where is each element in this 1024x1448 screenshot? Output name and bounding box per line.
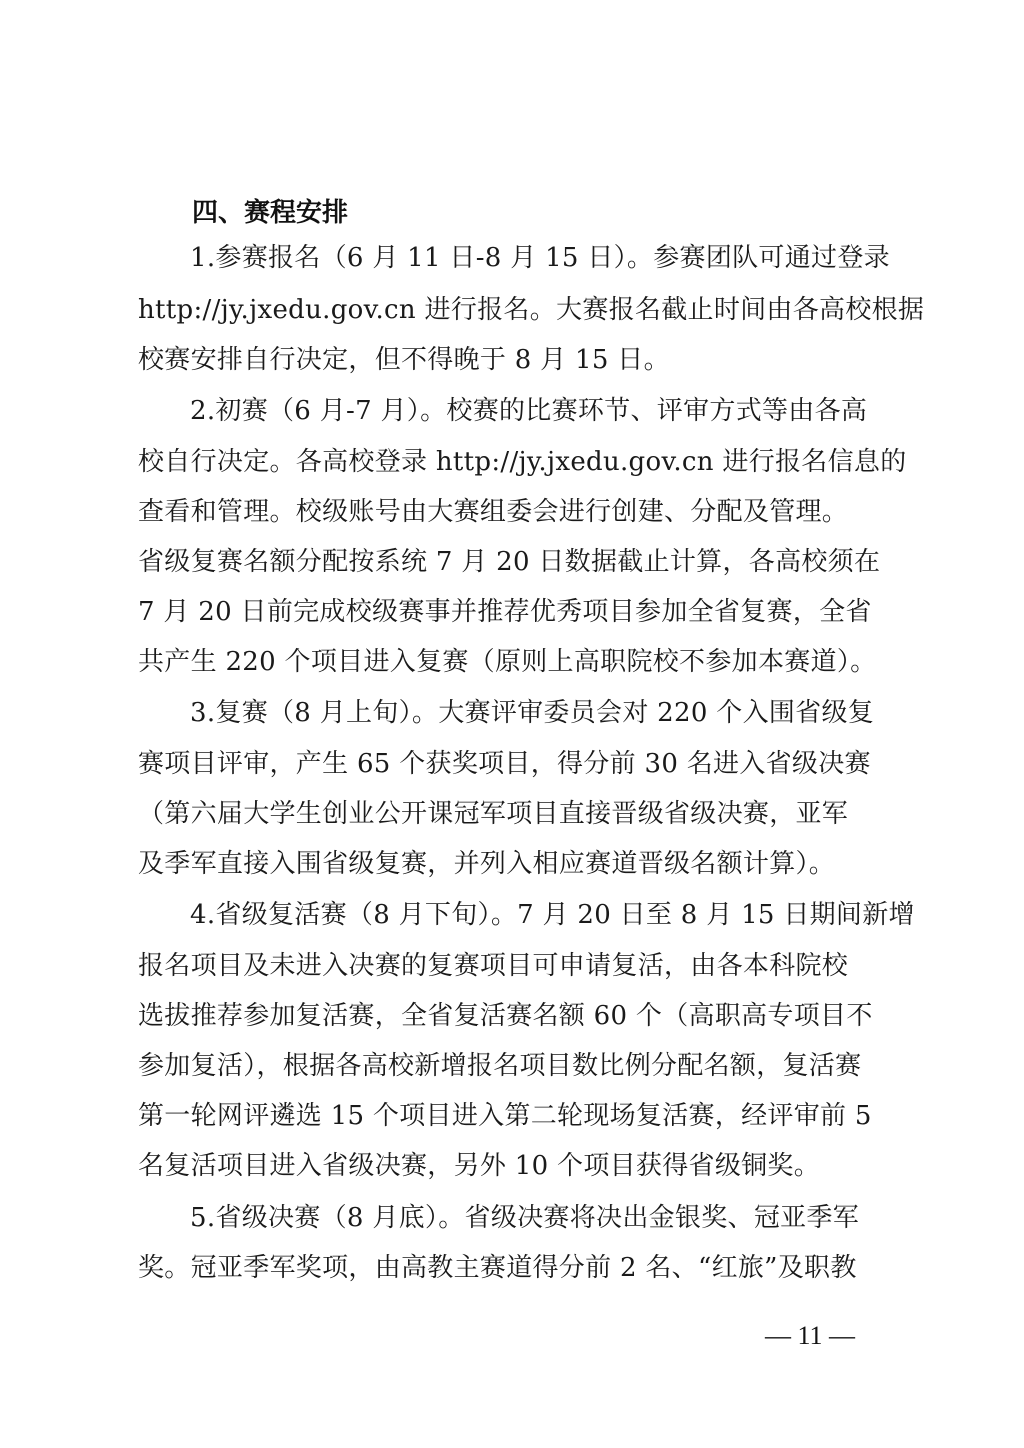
- section-heading: 四、赛程安排: [192, 198, 349, 228]
- paragraph-4-line-6: 名复活项目进入省级决赛，另外 10 个项目获得省级铜奖。: [138, 1151, 821, 1181]
- paragraph-1-line-1: 1.参赛报名（6 月 11 日-8 月 15 日）。参赛团队可通过登录: [190, 243, 890, 273]
- paragraph-2-line-2: 校自行决定。各高校登录 http://jy.jxedu.gov.cn 进行报名信息的: [138, 447, 907, 477]
- paragraph-2-line-3: 查看和管理。校级账号由大赛组委会进行创建、分配及管理。: [138, 497, 849, 527]
- paragraph-4-line-1: 4.省级复活赛（8 月下旬）。7 月 20 日至 8 月 15 日期间新增: [190, 900, 915, 930]
- paragraph-2-line-4: 省级复赛名额分配按系统 7 月 20 日数据截止计算，各高校须在: [138, 547, 881, 577]
- paragraph-5-line-1: 5.省级决赛（8 月底）。省级决赛将决出金银奖、冠亚季军: [190, 1203, 860, 1233]
- paragraph-3-line-1: 3.复赛（8 月上旬）。大赛评审委员会对 220 个入围省级复: [190, 698, 875, 728]
- paragraph-2-line-6: 共产生 220 个项目进入复赛（原则上高职院校不参加本赛道）。: [138, 647, 877, 677]
- paragraph-4-line-4: 参加复活），根据各高校新增报名项目数比例分配名额，复活赛: [138, 1051, 862, 1081]
- paragraph-3-line-2: 赛项目评审，产生 65 个获奖项目，得分前 30 名进入省级决赛: [138, 749, 871, 779]
- page-number: — 11 —: [765, 1321, 856, 1350]
- paragraph-3-line-3: （第六届大学生创业公开课冠军项目直接晋级省级决赛，亚军: [138, 799, 849, 829]
- paragraph-2-line-5: 7 月 20 日前完成校级赛事并推荐优秀项目参加全省复赛，全省: [138, 597, 872, 627]
- paragraph-2-line-1: 2.初赛（6 月-7 月）。校赛的比赛环节、评审方式等由各高: [190, 396, 868, 426]
- paragraph-1-line-3: 校赛安排自行决定，但不得晚于 8 月 15 日。: [138, 345, 670, 375]
- paragraph-4-line-3: 选拔推荐参加复活赛，全省复活赛名额 60 个（高职高专项目不: [138, 1001, 873, 1031]
- paragraph-3-line-4: 及季军直接入围省级复赛，并列入相应赛道晋级名额计算）。: [138, 849, 836, 879]
- paragraph-4-line-5: 第一轮网评遴选 15 个项目进入第二轮现场复活赛，经评审前 5: [138, 1101, 872, 1131]
- paragraph-5-line-2: 奖。冠亚季军奖项，由高教主赛道得分前 2 名、“红旅”及职教: [138, 1253, 857, 1283]
- paragraph-1-line-2: http://jy.jxedu.gov.cn 进行报名。大赛报名截止时间由各高校根据: [138, 295, 925, 325]
- paragraph-4-line-2: 报名项目及未进入决赛的复赛项目可申请复活，由各本科院校: [138, 951, 849, 981]
